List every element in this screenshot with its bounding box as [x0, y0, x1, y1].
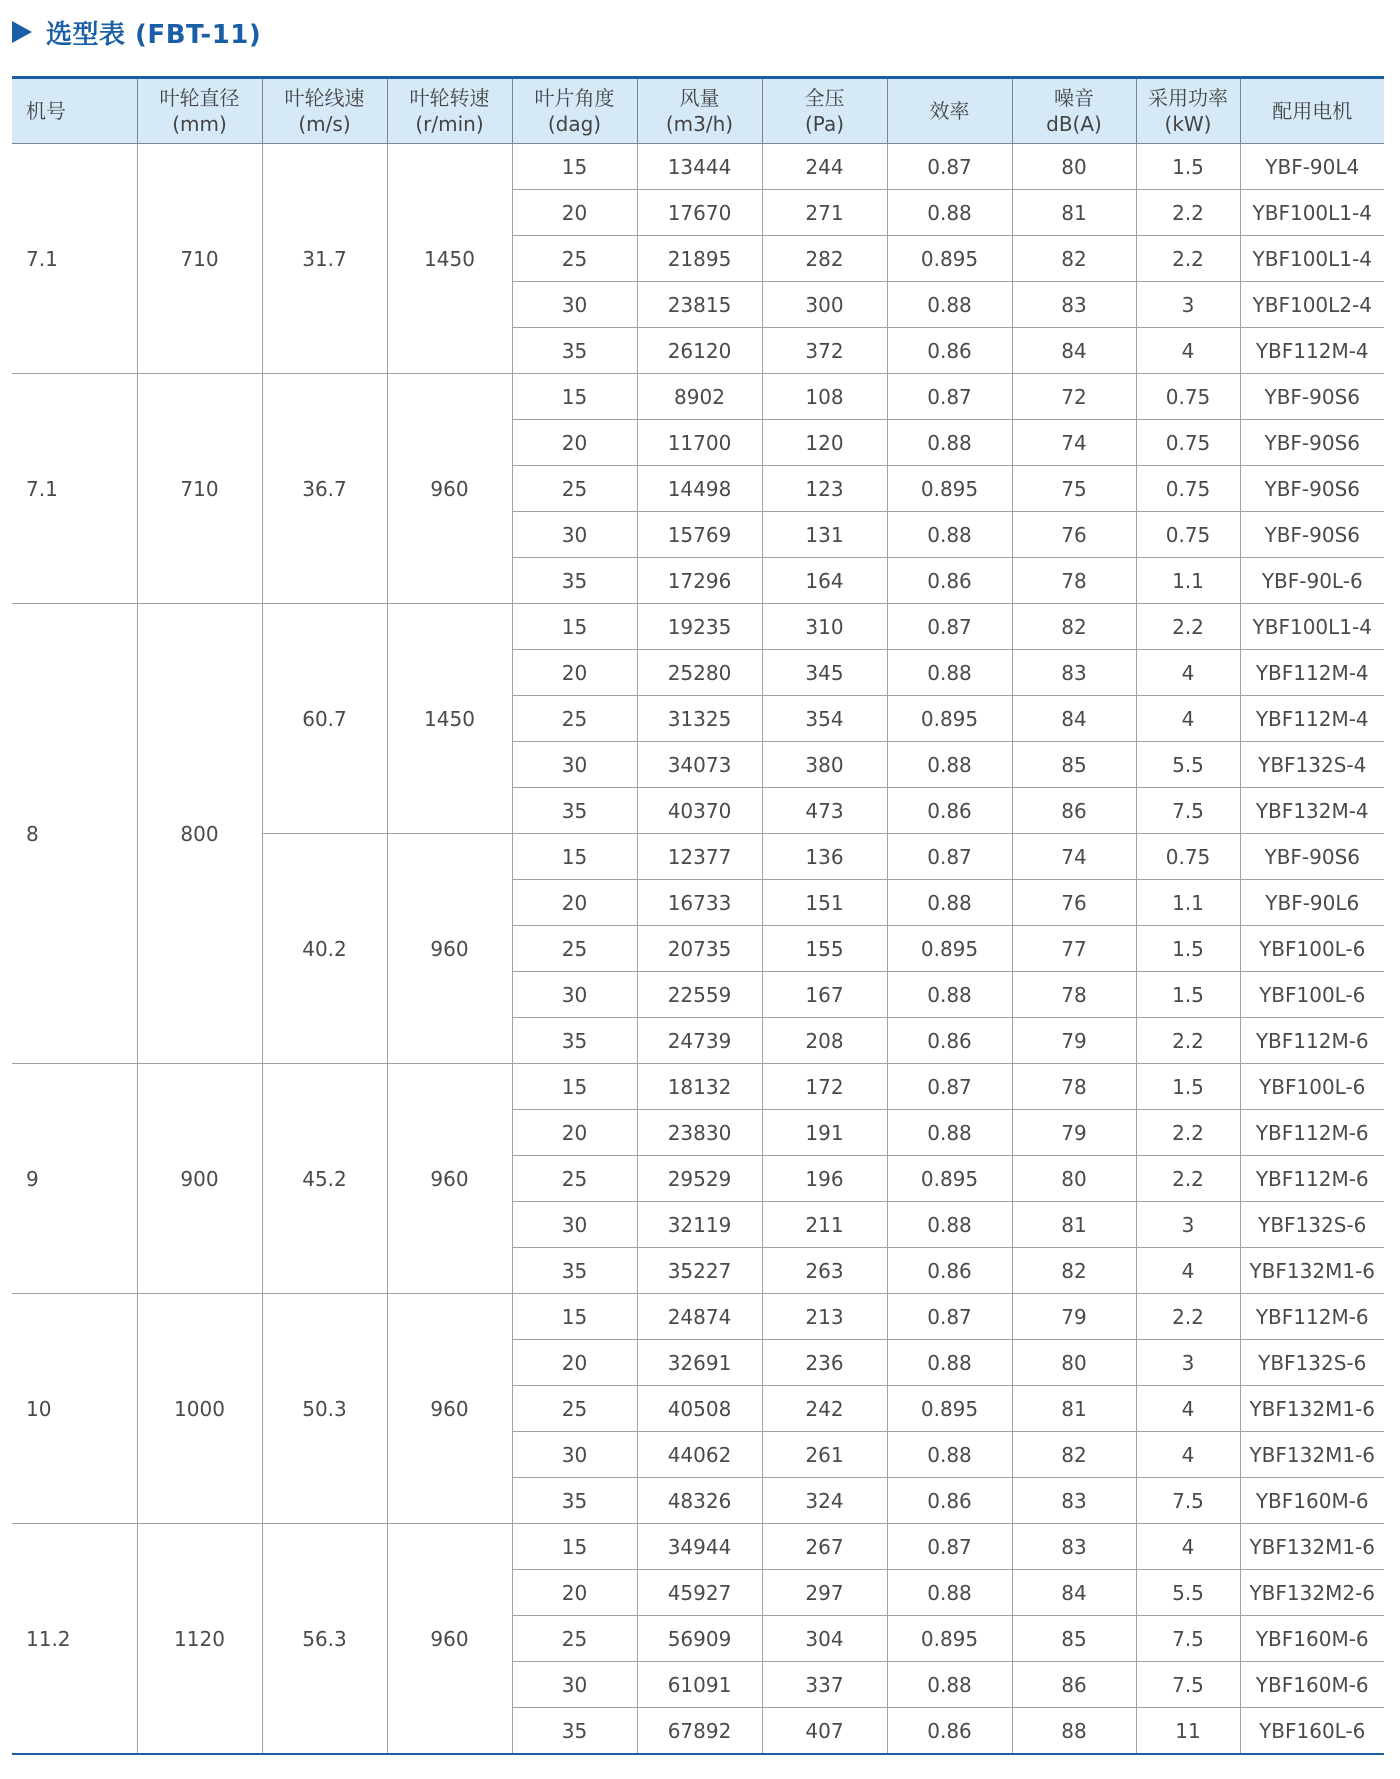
cell-blade-angle: 30: [512, 1202, 637, 1248]
cell-motor: YBF-90S6: [1240, 512, 1384, 558]
cell-blade-angle: 30: [512, 1432, 637, 1478]
cell-noise: 74: [1012, 420, 1136, 466]
cell-motor: YBF-90L-6: [1240, 558, 1384, 604]
cell-blade-angle: 20: [512, 650, 637, 696]
cell-motor: YBF132M1-6: [1240, 1386, 1384, 1432]
cell-air-volume: 45927: [637, 1570, 762, 1616]
header-pressure: 全压 (Pa): [762, 78, 887, 144]
cell-noise: 83: [1012, 1524, 1136, 1570]
cell-power: 0.75: [1136, 834, 1240, 880]
cell-diameter: 1120: [137, 1524, 262, 1755]
cell-blade-angle: 35: [512, 788, 637, 834]
cell-air-volume: 20735: [637, 926, 762, 972]
cell-power: 2.2: [1136, 236, 1240, 282]
cell-pressure: 236: [762, 1340, 887, 1386]
cell-air-volume: 21895: [637, 236, 762, 282]
cell-motor: YBF132M1-6: [1240, 1432, 1384, 1478]
cell-rpm: 960: [387, 1064, 512, 1294]
cell-noise: 72: [1012, 374, 1136, 420]
cell-blade-angle: 35: [512, 1478, 637, 1524]
cell-efficiency: 0.88: [887, 1110, 1012, 1156]
cell-power: 4: [1136, 650, 1240, 696]
cell-pressure: 473: [762, 788, 887, 834]
cell-noise: 82: [1012, 1248, 1136, 1294]
cell-efficiency: 0.88: [887, 282, 1012, 328]
cell-blade-angle: 15: [512, 144, 637, 190]
header-line-speed: 叶轮线速 (m/s): [262, 78, 387, 144]
cell-air-volume: 31325: [637, 696, 762, 742]
cell-blade-angle: 15: [512, 1064, 637, 1110]
table-row: [12, 1064, 1384, 1110]
cell-efficiency: 0.895: [887, 466, 1012, 512]
cell-blade-angle: 25: [512, 1386, 637, 1432]
cell-blade-angle: 25: [512, 466, 637, 512]
cell-diameter: 1000: [137, 1294, 262, 1524]
cell-air-volume: 24874: [637, 1294, 762, 1340]
cell-pressure: 208: [762, 1018, 887, 1064]
cell-noise: 81: [1012, 190, 1136, 236]
cell-motor: YBF-90S6: [1240, 466, 1384, 512]
cell-blade-angle: 35: [512, 1018, 637, 1064]
cell-blade-angle: 15: [512, 604, 637, 650]
cell-noise: 79: [1012, 1294, 1136, 1340]
cell-noise: 83: [1012, 1478, 1136, 1524]
cell-power: 4: [1136, 1248, 1240, 1294]
cell-motor: YBF-90S6: [1240, 834, 1384, 880]
cell-power: 7.5: [1136, 1478, 1240, 1524]
cell-blade-angle: 35: [512, 558, 637, 604]
header-model: 机号: [12, 78, 137, 144]
cell-pressure: 242: [762, 1386, 887, 1432]
page-title: 选型表 (FBT-11): [46, 19, 262, 50]
cell-motor: YBF112M-4: [1240, 650, 1384, 696]
header-motor: 配用电机: [1240, 78, 1384, 144]
cell-blade-angle: 30: [512, 742, 637, 788]
cell-noise: 76: [1012, 880, 1136, 926]
cell-air-volume: 32119: [637, 1202, 762, 1248]
cell-noise: 82: [1012, 1432, 1136, 1478]
cell-air-volume: 44062: [637, 1432, 762, 1478]
cell-motor: YBF132M-4: [1240, 788, 1384, 834]
cell-efficiency: 0.895: [887, 236, 1012, 282]
cell-rpm: 960: [387, 1294, 512, 1524]
cell-model: 8: [12, 604, 137, 1064]
table-header-row: [12, 78, 1384, 144]
cell-pressure: 136: [762, 834, 887, 880]
cell-blade-angle: 35: [512, 1248, 637, 1294]
cell-motor: YBF132M1-6: [1240, 1524, 1384, 1570]
cell-pressure: 131: [762, 512, 887, 558]
cell-power: 4: [1136, 1432, 1240, 1478]
cell-efficiency: 0.87: [887, 834, 1012, 880]
header-blade-angle: 叶片角度 (dag): [512, 78, 637, 144]
cell-rpm: 960: [387, 1524, 512, 1755]
cell-rpm: 1450: [387, 604, 512, 834]
cell-air-volume: 23830: [637, 1110, 762, 1156]
cell-motor: YBF132S-4: [1240, 742, 1384, 788]
cell-noise: 80: [1012, 1156, 1136, 1202]
cell-efficiency: 0.86: [887, 1018, 1012, 1064]
cell-motor: YBF132M1-6: [1240, 1248, 1384, 1294]
play-triangle-icon: [12, 21, 32, 43]
cell-efficiency: 0.88: [887, 190, 1012, 236]
header-efficiency: 效率: [887, 78, 1012, 144]
cell-power: 2.2: [1136, 1110, 1240, 1156]
cell-noise: 74: [1012, 834, 1136, 880]
table-row: [12, 374, 1384, 420]
cell-blade-angle: 25: [512, 1616, 637, 1662]
cell-motor: YBF100L-6: [1240, 1064, 1384, 1110]
cell-air-volume: 48326: [637, 1478, 762, 1524]
cell-diameter: 710: [137, 144, 262, 374]
cell-pressure: 108: [762, 374, 887, 420]
cell-motor: YBF112M-6: [1240, 1110, 1384, 1156]
cell-blade-angle: 20: [512, 190, 637, 236]
cell-blade-angle: 30: [512, 972, 637, 1018]
header-power: 采用功率 (kW): [1136, 78, 1240, 144]
cell-air-volume: 16733: [637, 880, 762, 926]
header-diameter: 叶轮直径 (mm): [137, 78, 262, 144]
cell-pressure: 151: [762, 880, 887, 926]
cell-efficiency: 0.895: [887, 1616, 1012, 1662]
cell-air-volume: 40370: [637, 788, 762, 834]
cell-noise: 82: [1012, 604, 1136, 650]
cell-efficiency: 0.86: [887, 1478, 1012, 1524]
selection-table: [12, 76, 1384, 1755]
cell-power: 7.5: [1136, 1662, 1240, 1708]
cell-motor: YBF160L-6: [1240, 1708, 1384, 1755]
cell-model: 9: [12, 1064, 137, 1294]
cell-power: 1.5: [1136, 144, 1240, 190]
cell-air-volume: 11700: [637, 420, 762, 466]
cell-motor: YBF132M2-6: [1240, 1570, 1384, 1616]
cell-blade-angle: 25: [512, 236, 637, 282]
cell-pressure: 337: [762, 1662, 887, 1708]
cell-noise: 83: [1012, 650, 1136, 696]
cell-noise: 84: [1012, 696, 1136, 742]
cell-power: 7.5: [1136, 1616, 1240, 1662]
cell-efficiency: 0.87: [887, 374, 1012, 420]
cell-motor: YBF160M-6: [1240, 1662, 1384, 1708]
cell-noise: 78: [1012, 558, 1136, 604]
cell-air-volume: 26120: [637, 328, 762, 374]
cell-pressure: 345: [762, 650, 887, 696]
cell-air-volume: 34944: [637, 1524, 762, 1570]
cell-air-volume: 13444: [637, 144, 762, 190]
cell-line-speed: 45.2: [262, 1064, 387, 1294]
cell-blade-angle: 30: [512, 1662, 637, 1708]
cell-power: 0.75: [1136, 374, 1240, 420]
cell-motor: YBF112M-6: [1240, 1294, 1384, 1340]
cell-line-speed: 60.7: [262, 604, 387, 834]
cell-blade-angle: 35: [512, 1708, 637, 1755]
cell-efficiency: 0.88: [887, 650, 1012, 696]
cell-power: 2.2: [1136, 1294, 1240, 1340]
cell-line-speed: 56.3: [262, 1524, 387, 1755]
cell-air-volume: 12377: [637, 834, 762, 880]
cell-air-volume: 19235: [637, 604, 762, 650]
cell-motor: YBF-90L6: [1240, 880, 1384, 926]
cell-pressure: 324: [762, 1478, 887, 1524]
cell-pressure: 196: [762, 1156, 887, 1202]
cell-blade-angle: 15: [512, 1524, 637, 1570]
cell-blade-angle: 15: [512, 1294, 637, 1340]
cell-efficiency: 0.895: [887, 1156, 1012, 1202]
cell-efficiency: 0.88: [887, 1340, 1012, 1386]
cell-blade-angle: 20: [512, 1110, 637, 1156]
cell-rpm: 1450: [387, 144, 512, 374]
cell-noise: 82: [1012, 236, 1136, 282]
cell-air-volume: 29529: [637, 1156, 762, 1202]
cell-efficiency: 0.895: [887, 1386, 1012, 1432]
cell-blade-angle: 25: [512, 926, 637, 972]
cell-air-volume: 32691: [637, 1340, 762, 1386]
cell-efficiency: 0.895: [887, 926, 1012, 972]
cell-noise: 76: [1012, 512, 1136, 558]
cell-rpm: 960: [387, 374, 512, 604]
cell-efficiency: 0.88: [887, 512, 1012, 558]
cell-power: 0.75: [1136, 512, 1240, 558]
cell-efficiency: 0.87: [887, 144, 1012, 190]
cell-noise: 83: [1012, 282, 1136, 328]
cell-air-volume: 35227: [637, 1248, 762, 1294]
cell-power: 1.1: [1136, 880, 1240, 926]
cell-motor: YBF-90S6: [1240, 420, 1384, 466]
cell-air-volume: 15769: [637, 512, 762, 558]
cell-motor: YBF100L1-4: [1240, 190, 1384, 236]
cell-power: 2.2: [1136, 1018, 1240, 1064]
cell-motor: YBF100L1-4: [1240, 604, 1384, 650]
cell-motor: YBF-90S6: [1240, 374, 1384, 420]
cell-power: 0.75: [1136, 420, 1240, 466]
cell-air-volume: 17296: [637, 558, 762, 604]
cell-power: 4: [1136, 1524, 1240, 1570]
cell-blade-angle: 20: [512, 1570, 637, 1616]
cell-air-volume: 23815: [637, 282, 762, 328]
cell-noise: 79: [1012, 1110, 1136, 1156]
cell-blade-angle: 25: [512, 696, 637, 742]
cell-blade-angle: 30: [512, 282, 637, 328]
cell-diameter: 900: [137, 1064, 262, 1294]
cell-efficiency: 0.88: [887, 1202, 1012, 1248]
cell-motor: YBF100L2-4: [1240, 282, 1384, 328]
cell-power: 5.5: [1136, 1570, 1240, 1616]
cell-blade-angle: 15: [512, 834, 637, 880]
cell-efficiency: 0.86: [887, 1248, 1012, 1294]
cell-noise: 79: [1012, 1018, 1136, 1064]
cell-pressure: 304: [762, 1616, 887, 1662]
cell-pressure: 164: [762, 558, 887, 604]
cell-air-volume: 14498: [637, 466, 762, 512]
cell-pressure: 213: [762, 1294, 887, 1340]
cell-blade-angle: 15: [512, 374, 637, 420]
cell-motor: YBF112M-6: [1240, 1156, 1384, 1202]
cell-noise: 84: [1012, 328, 1136, 374]
cell-line-speed: 40.2: [262, 834, 387, 1064]
cell-air-volume: 18132: [637, 1064, 762, 1110]
cell-efficiency: 0.88: [887, 1570, 1012, 1616]
cell-efficiency: 0.87: [887, 1064, 1012, 1110]
table-row: [12, 1294, 1384, 1340]
header-noise: 噪音 dB(A): [1012, 78, 1136, 144]
cell-air-volume: 17670: [637, 190, 762, 236]
header-air-volume: 风量 (m3/h): [637, 78, 762, 144]
cell-blade-angle: 20: [512, 420, 637, 466]
cell-pressure: 263: [762, 1248, 887, 1294]
cell-pressure: 244: [762, 144, 887, 190]
cell-diameter: 800: [137, 604, 262, 1064]
cell-air-volume: 25280: [637, 650, 762, 696]
cell-power: 4: [1136, 1386, 1240, 1432]
cell-air-volume: 40508: [637, 1386, 762, 1432]
cell-line-speed: 50.3: [262, 1294, 387, 1524]
cell-pressure: 120: [762, 420, 887, 466]
table-body: [12, 144, 1384, 1755]
cell-air-volume: 67892: [637, 1708, 762, 1755]
cell-motor: YBF100L1-4: [1240, 236, 1384, 282]
cell-blade-angle: 20: [512, 880, 637, 926]
cell-motor: YBF100L-6: [1240, 926, 1384, 972]
cell-line-speed: 36.7: [262, 374, 387, 604]
cell-pressure: 310: [762, 604, 887, 650]
cell-power: 1.5: [1136, 1064, 1240, 1110]
table-row: [12, 144, 1384, 190]
cell-diameter: 710: [137, 374, 262, 604]
cell-power: 5.5: [1136, 742, 1240, 788]
cell-power: 4: [1136, 328, 1240, 374]
cell-pressure: 380: [762, 742, 887, 788]
cell-efficiency: 0.87: [887, 1294, 1012, 1340]
cell-pressure: 372: [762, 328, 887, 374]
cell-motor: YBF160M-6: [1240, 1478, 1384, 1524]
cell-power: 0.75: [1136, 466, 1240, 512]
cell-power: 2.2: [1136, 604, 1240, 650]
cell-power: 3: [1136, 1202, 1240, 1248]
table-row: [12, 1524, 1384, 1570]
cell-blade-angle: 30: [512, 512, 637, 558]
cell-efficiency: 0.88: [887, 742, 1012, 788]
cell-noise: 81: [1012, 1202, 1136, 1248]
cell-motor: YBF112M-4: [1240, 696, 1384, 742]
header-rpm: 叶轮转速 (r/min): [387, 78, 512, 144]
table-row: [12, 604, 1384, 650]
cell-line-speed: 31.7: [262, 144, 387, 374]
cell-power: 4: [1136, 696, 1240, 742]
cell-power: 11: [1136, 1708, 1240, 1755]
cell-blade-angle: 35: [512, 328, 637, 374]
cell-efficiency: 0.86: [887, 1708, 1012, 1755]
cell-pressure: 191: [762, 1110, 887, 1156]
cell-noise: 77: [1012, 926, 1136, 972]
cell-pressure: 261: [762, 1432, 887, 1478]
cell-efficiency: 0.88: [887, 1662, 1012, 1708]
cell-pressure: 271: [762, 190, 887, 236]
cell-power: 2.2: [1136, 190, 1240, 236]
cell-pressure: 297: [762, 1570, 887, 1616]
cell-pressure: 211: [762, 1202, 887, 1248]
cell-power: 3: [1136, 1340, 1240, 1386]
cell-efficiency: 0.88: [887, 880, 1012, 926]
section-title: [12, 12, 261, 52]
cell-motor: YBF132S-6: [1240, 1202, 1384, 1248]
cell-noise: 85: [1012, 742, 1136, 788]
cell-air-volume: 34073: [637, 742, 762, 788]
cell-efficiency: 0.88: [887, 972, 1012, 1018]
cell-efficiency: 0.86: [887, 558, 1012, 604]
cell-pressure: 354: [762, 696, 887, 742]
cell-pressure: 267: [762, 1524, 887, 1570]
cell-noise: 80: [1012, 1340, 1136, 1386]
cell-motor: YBF-90L4: [1240, 144, 1384, 190]
cell-power: 1.5: [1136, 926, 1240, 972]
cell-efficiency: 0.895: [887, 696, 1012, 742]
cell-pressure: 155: [762, 926, 887, 972]
cell-power: 1.1: [1136, 558, 1240, 604]
cell-air-volume: 8902: [637, 374, 762, 420]
cell-air-volume: 22559: [637, 972, 762, 1018]
cell-motor: YBF160M-6: [1240, 1616, 1384, 1662]
cell-noise: 75: [1012, 466, 1136, 512]
cell-efficiency: 0.86: [887, 788, 1012, 834]
cell-power: 2.2: [1136, 1156, 1240, 1202]
cell-noise: 78: [1012, 972, 1136, 1018]
cell-blade-angle: 20: [512, 1340, 637, 1386]
cell-pressure: 407: [762, 1708, 887, 1755]
cell-efficiency: 0.88: [887, 420, 1012, 466]
cell-power: 1.5: [1136, 972, 1240, 1018]
cell-motor: YBF112M-6: [1240, 1018, 1384, 1064]
cell-noise: 81: [1012, 1386, 1136, 1432]
cell-noise: 86: [1012, 788, 1136, 834]
cell-motor: YBF112M-4: [1240, 328, 1384, 374]
cell-model: 11.2: [12, 1524, 137, 1755]
cell-efficiency: 0.87: [887, 604, 1012, 650]
cell-air-volume: 61091: [637, 1662, 762, 1708]
cell-efficiency: 0.86: [887, 328, 1012, 374]
cell-efficiency: 0.87: [887, 1524, 1012, 1570]
cell-noise: 78: [1012, 1064, 1136, 1110]
cell-pressure: 172: [762, 1064, 887, 1110]
cell-noise: 86: [1012, 1662, 1136, 1708]
cell-efficiency: 0.88: [887, 1432, 1012, 1478]
cell-blade-angle: 25: [512, 1156, 637, 1202]
cell-noise: 80: [1012, 144, 1136, 190]
cell-pressure: 300: [762, 282, 887, 328]
cell-model: 10: [12, 1294, 137, 1524]
cell-air-volume: 24739: [637, 1018, 762, 1064]
cell-noise: 85: [1012, 1616, 1136, 1662]
cell-model: 7.1: [12, 144, 137, 374]
cell-noise: 84: [1012, 1570, 1136, 1616]
cell-power: 3: [1136, 282, 1240, 328]
cell-power: 7.5: [1136, 788, 1240, 834]
cell-motor: YBF100L-6: [1240, 972, 1384, 1018]
cell-air-volume: 56909: [637, 1616, 762, 1662]
cell-pressure: 282: [762, 236, 887, 282]
cell-rpm: 960: [387, 834, 512, 1064]
cell-motor: YBF132S-6: [1240, 1340, 1384, 1386]
cell-pressure: 167: [762, 972, 887, 1018]
cell-pressure: 123: [762, 466, 887, 512]
cell-model: 7.1: [12, 374, 137, 604]
cell-noise: 88: [1012, 1708, 1136, 1755]
